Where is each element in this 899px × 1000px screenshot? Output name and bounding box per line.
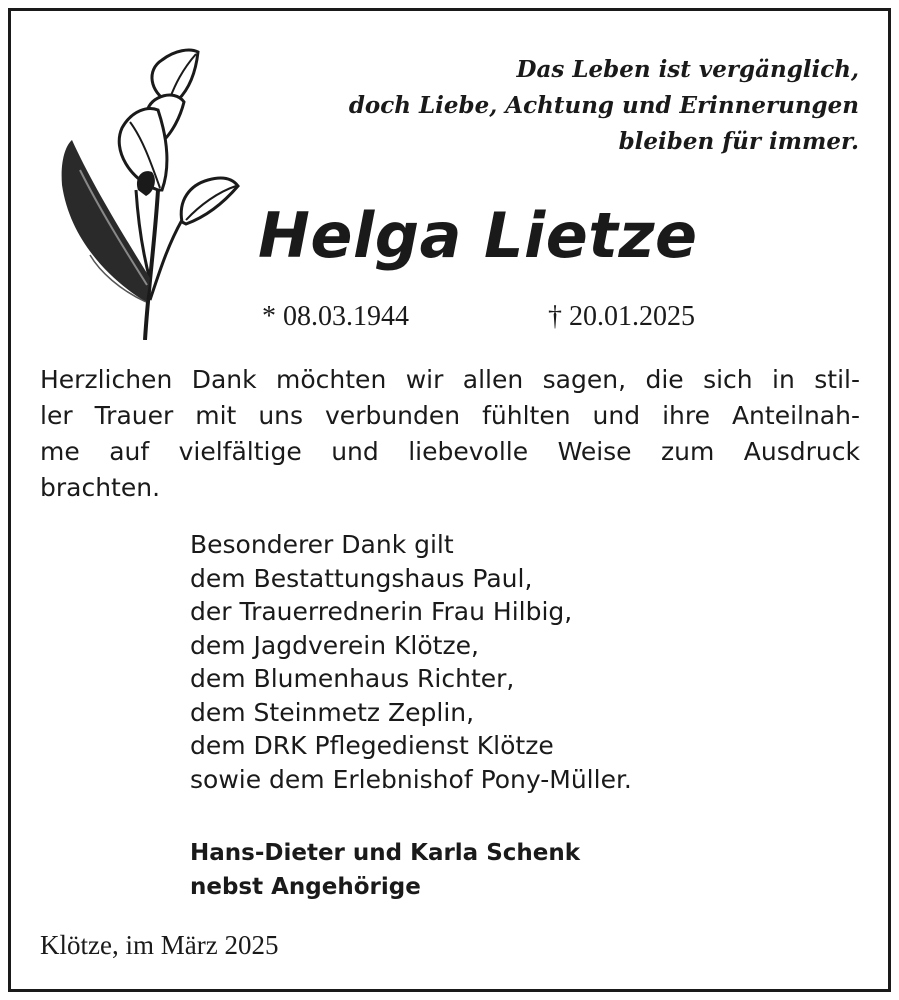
special-thanks-line: dem Blumenhaus Richter, bbox=[190, 664, 515, 693]
birth-date: * 08.03.1944 bbox=[262, 301, 409, 332]
thanks-line: Herzlichen Dank möchten wir allen sagen, die sich in stil- bbox=[40, 365, 860, 394]
special-thanks-line: dem Bestattungshaus Paul, bbox=[190, 563, 533, 593]
place-and-date: Klötze, im März 2025 bbox=[40, 930, 279, 960]
special-thanks-list bbox=[190, 528, 632, 796]
thanks-line: brachten. bbox=[40, 473, 161, 502]
calla-lily-icon bbox=[50, 40, 250, 340]
special-thanks-line: Besonderer Dank gilt bbox=[190, 530, 454, 559]
signers bbox=[190, 836, 580, 904]
thanks-line: ler Trauer mit uns verbunden fühlten und ihre Anteilnah- bbox=[40, 401, 860, 430]
quote-line: doch Liebe, Achtung und Erinnerungen bbox=[348, 92, 859, 119]
special-thanks-line: dem Jagdverein Klötze, bbox=[190, 630, 479, 660]
special-thanks-line: der Trauerrednerin Frau Hilbig, bbox=[190, 597, 573, 626]
thanks-line: me auf vielfältige und liebevolle Weise zum Ausdruck bbox=[40, 437, 860, 466]
signer-line: nebst Angehörige bbox=[190, 874, 421, 900]
death-date: † 20.01.2025 bbox=[548, 301, 695, 332]
quote-line: bleiben für immer. bbox=[618, 128, 859, 155]
special-thanks-line: dem DRK Pflegedienst Klötze bbox=[190, 731, 554, 760]
thanks-paragraph bbox=[40, 362, 860, 506]
signer-line: Hans-Dieter und Karla Schenk bbox=[190, 840, 581, 866]
memorial-quote bbox=[299, 52, 859, 160]
special-thanks-line: dem Steinmetz Zeplin, bbox=[190, 697, 475, 727]
quote-line: Das Leben ist vergänglich, bbox=[516, 56, 859, 83]
special-thanks-line: sowie dem Erlebnishof Pony-Müller. bbox=[190, 764, 632, 794]
deceased-name: Helga Lietze bbox=[258, 199, 698, 272]
